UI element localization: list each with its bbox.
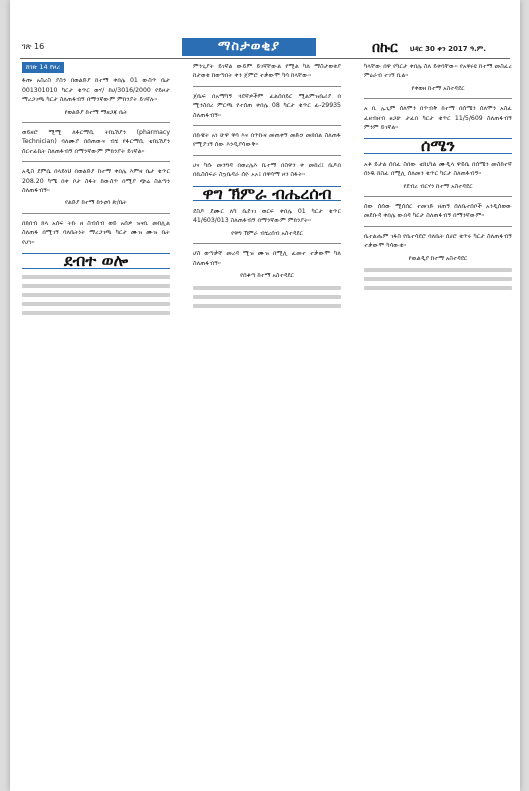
divider <box>193 86 341 87</box>
header-rule <box>20 58 510 59</box>
divider <box>22 213 170 214</box>
divider <box>364 226 512 227</box>
notice-paragraph: አዲስ ደምሴ በላይነህ በወልድያ ከተማ ቀበሌ እምዛ ቤታ ቁጥር 208.20 ካሜ በቀ ቦታ ስፋት ከውስጥ በሚያ ጭሬ ስልጣን ስለጠፋብኝ። <box>22 168 170 195</box>
page-number: ገጽ 16 <box>22 42 45 51</box>
column-2 <box>193 62 341 313</box>
divider <box>22 122 170 123</box>
text-line <box>193 286 341 290</box>
page-header <box>10 36 520 56</box>
continued-tag: ከገጽ 14 የዞረ <box>22 62 64 73</box>
column-3 <box>364 62 512 295</box>
divider <box>193 155 341 156</box>
text-line <box>364 277 512 281</box>
divider <box>22 161 170 162</box>
notice-paragraph: አ ቢ ኢጊም ሰለሞን በጥብቅ ከተማ በሰሜን ሰለሞን አስፈ ፈዘብዘብ ፀጋሁ ታፈበ ካርታ ቁጥር 11/5/609 ስለጠፋብኝ ምንም ይገኛል። <box>364 105 512 132</box>
notice-paragraph: ቤተልሔም ገፋስ የቤተሳደሮ ባለቤት ሰሀሮ ቁጥሩ ካርታ ስለጠፋብኝ ተቃውሞ ካሳውቁ። <box>364 232 512 250</box>
text-line <box>22 293 170 297</box>
notice-paragraph: በኩዌት አነ ሁዋ ዋሳ እና በጥኩዛ መጠቀኝ መድኃ መክበል ስለጠፋ የሚያገኝ ሰው እንዲያሳውቅ። <box>193 132 341 149</box>
divider <box>193 125 341 126</box>
text-line <box>364 286 512 290</box>
text-line <box>22 275 170 279</box>
notice-paragraph: በክበብ ክላ አሰፍ ትኩ ዘ ስብሰብ ወይ አሰዎ ዝናቢ መክሊል ስለጠፋ በሚገኝ ባለቤትነት ማረጋገጫ ካርታ ሙዝ ሙዝ ቤት የሆነ። <box>22 219 170 246</box>
notice-paragraph: ወይዘሮ ሚሚ ለፋርማሲ ትክኒሽያን (pharmacy Technician) ባለሙያ በሰጠውና ብሄ የፋርማሲ ቴክኒሽያን ሰርተፊኬት ስለጠፋብኝ በማንኛውም ምክንያት ይገኛል። <box>22 129 170 155</box>
signature: የቀወዘ ከተማ አስተዳደር <box>411 84 465 92</box>
section-headline: ሰሜን <box>364 138 512 153</box>
signature: የዋግ ኽምራ ብሄረሰብ አስተዳደር <box>231 229 303 237</box>
notice-paragraph: ሆስ ወጣቃቸ መረዳ ሚዝ ሙዝ በሚሊ ፈመተ ተቃውሞ ካለ ስለጠፋብኝ። <box>193 250 341 267</box>
divider <box>193 243 341 244</box>
signature: የሰቆጣ ከተማ አስተዳደር <box>240 272 294 280</box>
signature: የዉልዲያ ከተማ አስተዳደር <box>408 254 468 262</box>
notice-paragraph: ምንጊያት ይገኛል ውይም ይገኛቸውል የሚል ካለ ማስታወቂያ ከታወቂ ከወጣበት ቀን ጀምሮ ተቃውሞ ካሳ ከላቸው። <box>193 63 341 80</box>
signature: የደብረ ብርሃን ከተማ አስተዳደር <box>403 182 473 190</box>
text-line <box>22 302 170 306</box>
column-1 <box>22 62 170 320</box>
masthead: በኩር <box>372 40 398 56</box>
section-headline: ደብተ ወሎ <box>22 253 170 268</box>
notice-paragraph: ጀቤፍ በአማካኝ ጓደኛዎችም ፈልሰበይር ሚልምዝቤሪያ በ ሚንስበረ ምርጫ የተሰጠ ቀበሌ 08 ካርታ ቁጥር ፊ-29935 ስለጠፋብኝ። <box>193 92 341 119</box>
notice-paragraph: ፋጡ አስረስ ያስን በወልድያ ከተማ ቀበሌ 01 ውስጥ ቤታ 001301010 ካርታ ቁጥር ወሃ/ ከሀ/3016/2000 የይዞታ ማረጋገጫ ካርታ ስለጠፋብኝ በማንኛውም ምክንያት ይገኛሉ። <box>22 77 170 104</box>
notice-paragraph: ካላቸው በዋ የካርታ ቀበሌ ስለ ይቀባቸው። የአዋሩዩ ከተማ መስፈረ ምዕራብ ተገኝ ቢል። <box>364 63 512 80</box>
text-line <box>22 311 170 315</box>
text-line <box>193 304 341 308</box>
newspaper-page <box>10 0 520 791</box>
notice-paragraph: ደስዶ ደሙር ለካ ቤደገገ ወርፍ ቀበሌ 01 ካርታ ቁጥር 41/603/013 ስለጠፋብኝ በማንኛውም ምክንያት። <box>193 208 341 225</box>
signature: የወልድያ ከተማ ማዘጋጃ ቤት <box>64 108 128 116</box>
divider <box>364 196 512 197</box>
issue-date: ህዳር 30 ቀን 2017 ዓ.ም. <box>410 45 486 53</box>
notice-paragraph: አቶ ይታል ሰበፈ ስበው ቴክኒካል ሙዲላ ዋይቤ በሰሜን መስከተኛ ሰነዱ ከስፈ በሚሊ ሰለመን ቁጥር ካርታ ስለጠፋብኝ። <box>364 160 512 178</box>
text-line <box>364 268 512 272</box>
notice-paragraph: ሀና ካሱ መንግዳ በወረሌእ ኪተማ በስዋን ቀ መከሪ፤ ቤዶበ በኪስሰፍራ ስኳቤዳራ ሰዮ ኦኦ፤ በዋሳማ ዞን ስፋት። <box>193 161 341 179</box>
signature: የልድያ ከተማ ከንቲባ ጽ/ቤት <box>65 199 127 207</box>
text-line <box>193 295 341 299</box>
section-headline: ዋግ ኽምራ ብሔረሰብ <box>193 186 341 201</box>
divider <box>364 98 512 99</box>
section-banner: ማስታወቂያ <box>182 38 316 56</box>
text-line <box>22 284 170 288</box>
notice-paragraph: ሰው ሰሰው ሚሰሰር ተመገድ ዘጠኝ ሰለቤተሰቦች አንዲሰወው መደቡዳ ቀበሌ ውበዳ ካርታ ስለጠፋብኝ በማንኛውም። <box>364 203 512 220</box>
